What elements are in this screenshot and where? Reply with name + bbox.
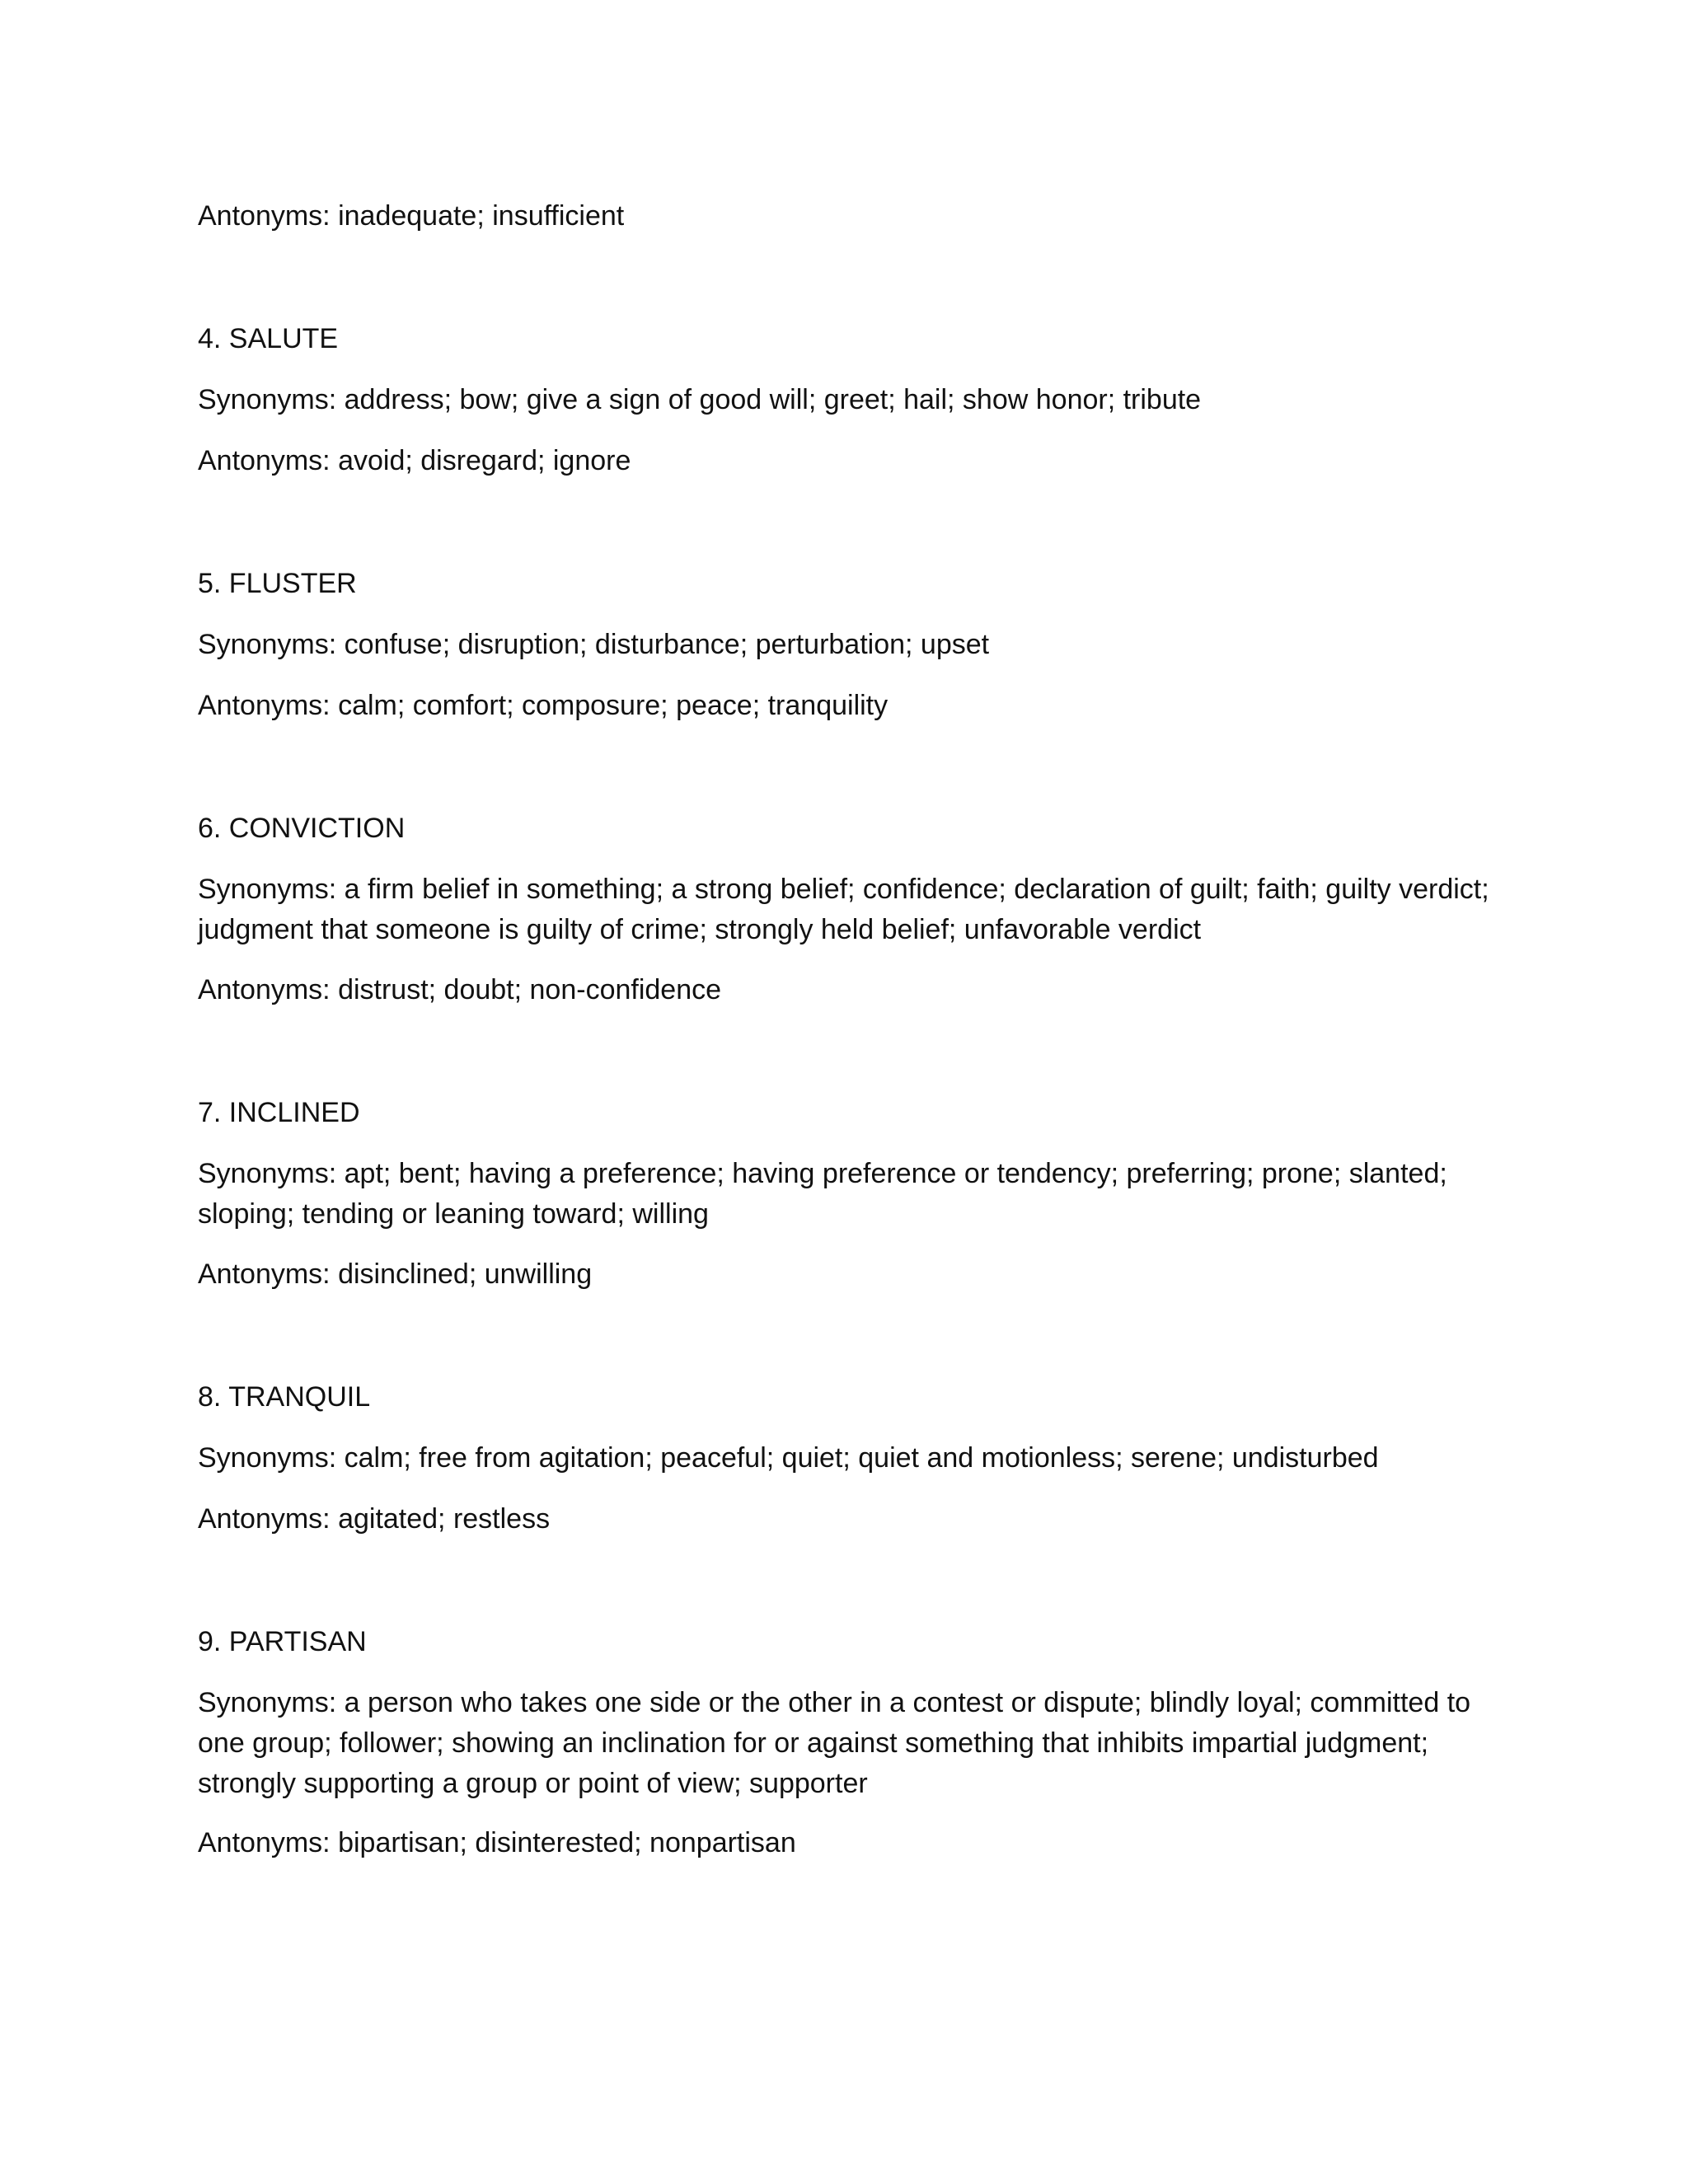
entry-synonyms: Synonyms: calm; free from agitation; peaceful; quiet; quiet and motionless; serene; undisturbed [198,1442,1379,1474]
entry-antonyms: Antonyms: agitated; restless [198,1503,551,1535]
intro-antonyms: Antonyms: inadequate; insufficient [198,200,625,232]
entry-antonyms: Antonyms: calm; comfort; composure; peace; tranquility [198,690,889,721]
entry-antonyms: Antonyms: bipartisan; disinterested; nonpartisan [198,1827,796,1858]
entry-synonyms: Synonyms: a firm belief in something; a strong belief; confidence; declaration of guilt; faith; guilty verdict; judgment that someone is guilty of crime; strongly held belief; unfavorable verdict [198,874,1489,945]
entry-synonyms: Synonyms: confuse; disruption; disturbance; perturbation; upset [198,629,990,660]
entry-synonyms: Synonyms: a person who takes one side or the other in a contest or dispute; blindly loyal; committed to one group; follower; showing an inclination for or against something that inhibits impartial judgment; strongly supporting a group or point of view; supporter [198,1687,1471,1799]
entry-heading: 8. TRANQUIL [198,1381,371,1413]
entry-antonyms: Antonyms: distrust; doubt; non-confidence [198,974,722,1005]
entry-heading: 9. PARTISAN [198,1626,367,1657]
entry-heading: 6. CONVICTION [198,813,406,844]
entry-synonyms: Synonyms: address; bow; give a sign of good will; greet; hail; show honor; tribute [198,384,1202,415]
entry-antonyms: Antonyms: disinclined; unwilling [198,1258,593,1290]
entry-synonyms: Synonyms: apt; bent; having a preference; having preference or tendency; preferring; prone; slanted; sloping; tending or leaning toward; willing [198,1158,1447,1230]
entry-antonyms: Antonyms: avoid; disregard; ignore [198,445,631,476]
entry-heading: 4. SALUTE [198,323,339,354]
entry-heading: 5. FLUSTER [198,568,357,599]
entry-heading: 7. INCLINED [198,1097,360,1128]
